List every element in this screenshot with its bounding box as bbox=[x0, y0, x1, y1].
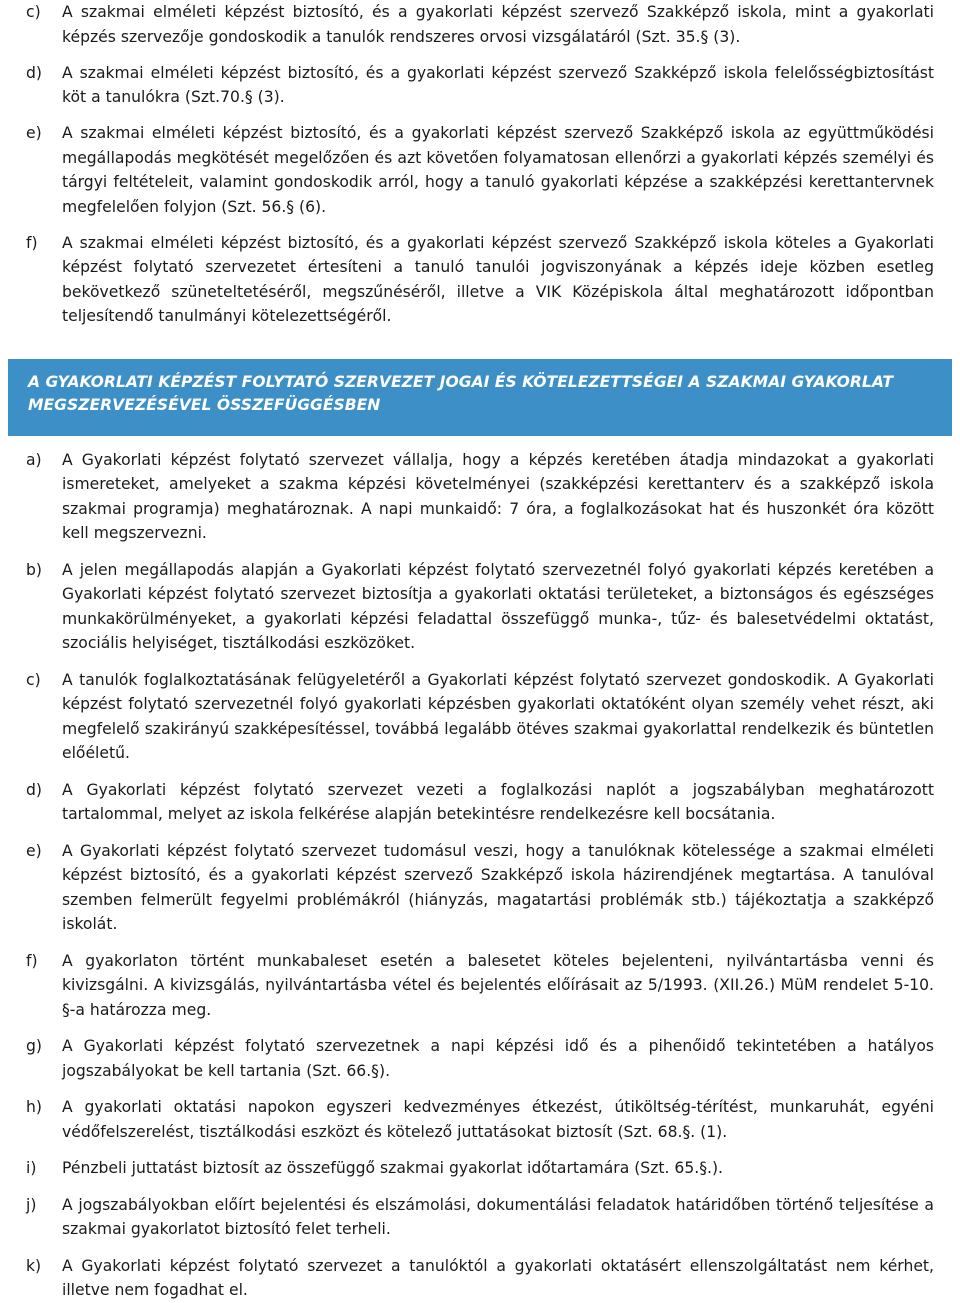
list-item bbox=[0, 778, 960, 827]
list-item-text: A jelen megállapodás alapján a Gyakorlati képzést folytató szervezetnél folyó gyakorlati képzés keretében a Gyakorlati képzést folytató szervezet biztosítja a gyakorlati oktatási területeket, a biztonságos és egészséges munkakörülményeket, a gyakorlati képzési feladattal összefüggő munka-, tűz- és balesetvédelmi oktatást, szociális helyiséget, tisztálkodási eszközöket. bbox=[62, 560, 934, 652]
list-item bbox=[0, 1254, 960, 1303]
list-item-marker: d) bbox=[26, 780, 42, 799]
list-item-text: A Gyakorlati képzést folytató szervezet vezeti a foglalkozási naplót a jogszabályban meghatározott tartalommal, melyet az iskola felkérése alapján betekintésre rendelkezésre kell bocsátania. bbox=[62, 780, 934, 823]
list-item-marker: i) bbox=[26, 1159, 37, 1177]
list-item-text: A Gyakorlati képzést folytató szervezet vállalja, hogy a képzés keretében átadja mindazokat a gyakorlati ismereteket, amelyeket a szakma képzési követelményei (szakképzési kerettanterv és a szakképző iskola szakmai programja) meghatároznak. A napi munkaidő: 7 óra, a foglalkozásokat hat és huszonkét óra között kell megszervezni. bbox=[62, 450, 934, 542]
list-item bbox=[0, 0, 960, 49]
list-item bbox=[0, 839, 960, 937]
list-item bbox=[0, 949, 960, 1023]
list-item bbox=[0, 1156, 960, 1181]
list-item-marker: f) bbox=[26, 951, 38, 970]
list-item-marker: b) bbox=[26, 560, 42, 579]
section-heading-banner bbox=[8, 359, 952, 436]
list-item bbox=[0, 1034, 960, 1083]
list-item-text: A szakmai elméleti képzést biztosító, és a gyakorlati képzést szervező Szakképző iskola köteles a Gyakorlati képzést folytató szervezetet értesíteni a tanuló tanulói jogviszonyának a képzés ideje közben esetleg bekövetkező szüneteltetéséről, megszűnéséről, illetve a VIK Középiskola által meghatározott időpontban teljesítendő tanulmányi kötelezettségéről. bbox=[62, 233, 934, 325]
list-item-marker: a) bbox=[26, 450, 42, 469]
section-heading: A GYAKORLATI KÉPZÉST FOLYTATÓ SZERVEZET JOGAI ÉS KÖTELEZETTSÉGEI A SZAKMAI GYAKORLAT MEGSZERVEZÉSÉVEL ÖSSZEFÜGGÉSBEN bbox=[28, 372, 894, 414]
list-item bbox=[0, 231, 960, 329]
list-item bbox=[0, 1193, 960, 1242]
list-item-marker: j) bbox=[26, 1195, 37, 1214]
list-item-text: A gyakorlaton történt munkabaleset esetén a balesetet köteles bejelenteni, nyilvántartásba venni és kivizsgálni. A kivizsgálás, nyilvántartásba vétel és bejelentés előírásait az 5/1993. (XII.26.) MüM rendelet 5-10. §-a határozza meg. bbox=[62, 951, 934, 1019]
list-item-marker: e) bbox=[26, 841, 42, 860]
list-item-text: Pénzbeli juttatást biztosít az összefüggő szakmai gyakorlat időtartamára (Szt. 65.§.). bbox=[62, 1159, 723, 1177]
list-item-text: A Gyakorlati képzést folytató szervezet a tanulóktól a gyakorlati oktatásért ellenszolgáltatást nem kérhet, illetve nem fogadhat el. bbox=[62, 1256, 934, 1299]
list-item-text: A jogszabályokban előírt bejelentési és elszámolási, dokumentálási feladatok határidőben történő teljesítése a szakmai gyakorlatot biztosító felet terheli. bbox=[62, 1195, 934, 1238]
list-item-marker: e) bbox=[26, 124, 42, 142]
list-item-text: A gyakorlati oktatási napokon egyszeri kedvezményes étkezést, útiköltség-térítést, munkaruhát, egyéni védőfelszerelést, tisztálkodási eszközt és kötelező juttatásokat biztosít (Szt. 68.§. (1). bbox=[62, 1098, 934, 1141]
list-item-text: A szakmai elméleti képzést biztosító, és a gyakorlati képzést szervező Szakképző iskola felelősségbiztosítást köt a tanulókra (Szt.70.§ (3). bbox=[62, 63, 934, 106]
list-item bbox=[0, 668, 960, 766]
list-item-marker: k) bbox=[26, 1256, 42, 1275]
list-item-marker: c) bbox=[26, 670, 41, 689]
list-item-text: A tanulók foglalkoztatásának felügyeletéről a Gyakorlati képzést folytató szervezet gondoskodik. A Gyakorlati képzést folytató szervezetnél folyó gyakorlati képzésben gyakorlati oktatóként olyan személy vehet részt, aki megfelelő szakirányú szakképesítéssel, továbbá legalább ötéves szakmai gyakorlattal rendelkezik és büntetlen előéletű. bbox=[62, 670, 934, 762]
list-item bbox=[0, 1095, 960, 1144]
list-item-marker: f) bbox=[26, 233, 38, 252]
list-item-text: A szakmai elméleti képzést biztosító, és a gyakorlati képzést szervező Szakképző iskola az együttműködési megállapodás megkötését megelőzően és azt követően folyamatosan ellenőrzi a gyakorlati képzés személyi és tárgyi feltételeit, valamint gondoskodik arról, hogy a tanuló gyakorlati képzése a szakképzési kerettantervnek megfelelően folyjon (Szt. 56.§ (6). bbox=[62, 124, 934, 216]
list-item bbox=[0, 61, 960, 110]
list-item-marker: h) bbox=[26, 1098, 42, 1116]
list-item-text: A Gyakorlati képzést folytató szervezetnek a napi képzési idő és a pihenőidő tekintetében a hatályos jogszabályokat be kell tartania (Szt. 66.§). bbox=[62, 1037, 934, 1080]
list-item-text: A szakmai elméleti képzést biztosító, és a gyakorlati képzést szervező Szakképző iskola, mint a gyakorlati képzés szervezője gondoskodik a tanulók rendszeres orvosi vizsgálatáról (Szt. 35.§ (3). bbox=[62, 3, 934, 46]
list-item bbox=[0, 558, 960, 656]
list-item bbox=[0, 448, 960, 546]
company-obligations-list bbox=[0, 448, 960, 1303]
list-item-marker: c) bbox=[26, 3, 41, 21]
list-item-marker: d) bbox=[26, 63, 42, 82]
school-obligations-list bbox=[0, 0, 960, 329]
list-item-text: A Gyakorlati képzést folytató szervezet tudomásul veszi, hogy a tanulóknak kötelessége a szakmai elméleti képzést biztosító, és a gyakorlati képzést szervező Szakképző iskola házirendjének megtartása. A tanulóval szemben felmerült fegyelmi problémákról (hiányzás, magatartási problémák stb.) tájékoztatja a szakképző iskolát. bbox=[62, 841, 934, 933]
list-item bbox=[0, 121, 960, 219]
list-item-marker: g) bbox=[26, 1037, 42, 1055]
